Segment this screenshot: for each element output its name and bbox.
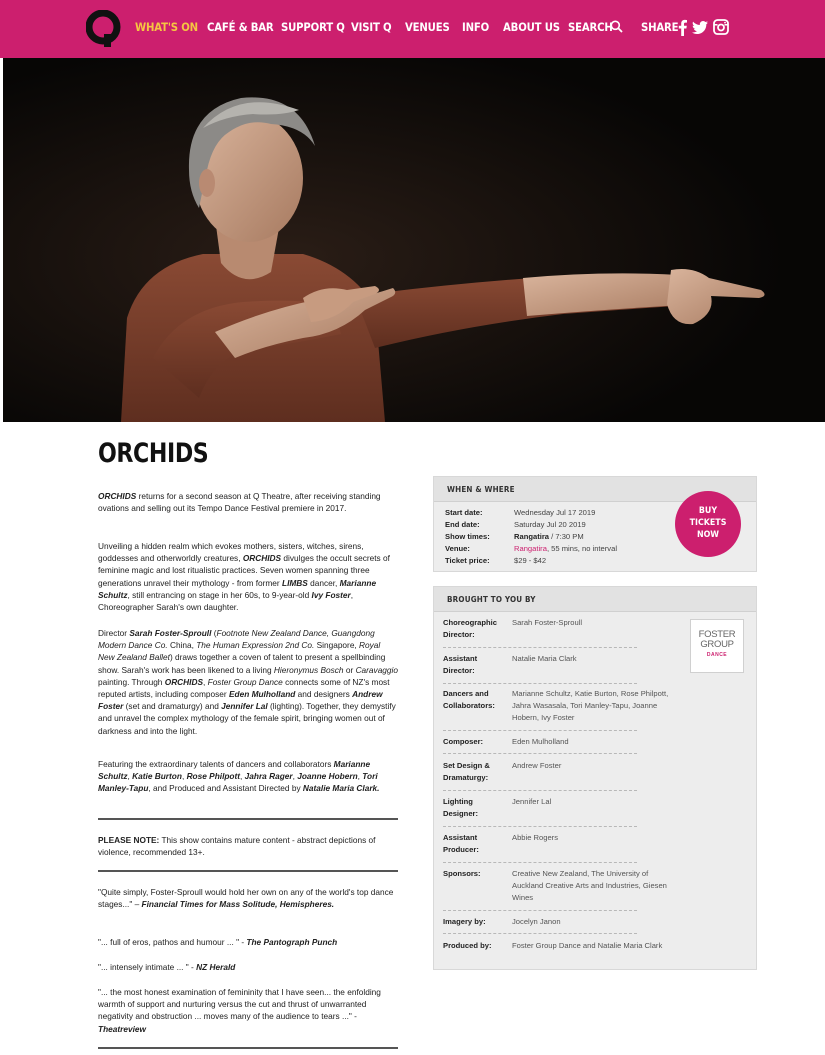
credit-value: Abbie Rogers <box>512 833 559 842</box>
text-run: Unveiling a hidden realm which evokes mothers, sisters, witches, sirens, goddesses and otherworldly creatures, <box>98 541 364 564</box>
divider <box>443 683 637 684</box>
credit-label: Set Design & Dramaturgy: <box>443 761 490 782</box>
content-warning <box>98 834 398 858</box>
emphasis-text: LIMBS <box>282 577 308 588</box>
text-run: (lighting). Together, they demystify and unravel the complex mythology of the female spirit, bringing women out of darkness and into the light. <box>98 701 396 736</box>
text-run: Director <box>98 628 130 638</box>
hero-image <box>3 58 825 422</box>
divider <box>98 1047 398 1049</box>
review-quote <box>98 886 398 910</box>
emphasis-text: Tori Manley-Tapu <box>98 771 378 794</box>
emphasis-text: ORCHIDS <box>98 491 137 501</box>
emphasis-text: Katie Burton <box>132 771 182 782</box>
nav-share[interactable]: SHARE <box>641 20 679 34</box>
review-quote <box>98 936 398 948</box>
show-times-label: Show times: <box>445 532 490 541</box>
emphasis-text: NZ Herald <box>196 962 236 972</box>
emphasis-text: Financial Times for Mass Solitude, Hemispheres. <box>141 899 335 910</box>
nav-cafe-bar[interactable]: CAFÉ & BAR <box>207 20 274 34</box>
top-nav <box>0 0 825 58</box>
q-logo[interactable] <box>86 10 122 48</box>
text-run: connects some of NZ's most reputed artists, including composer <box>98 676 390 700</box>
show-times-value: Rangatira / 7:30 PM <box>514 532 584 541</box>
credit-value: Eden Mulholland <box>512 737 569 746</box>
emphasis-text: The Pantograph Punch <box>246 937 338 947</box>
text-run: dancer, <box>307 577 340 588</box>
emphasis-text: Footnote New Zealand Dance, Guangdong Modern Dance Co. <box>98 628 375 651</box>
nav-search[interactable]: SEARCH <box>568 20 613 34</box>
search-icon[interactable] <box>610 20 623 38</box>
when-where-panel <box>433 476 757 572</box>
credit-value: Marianne Schultz, Katie Burton, Rose Philpott, Jahra Wasasala, Tori Manley-Tapu, Joanne Hobern, Ivy Foster <box>512 689 669 722</box>
divider <box>443 826 637 827</box>
divider <box>443 790 637 791</box>
emphasis-text: Rose Philpott <box>186 771 241 782</box>
buy-tickets-button[interactable]: BUY TICKETS NOW <box>675 491 741 557</box>
emphasis-text: Sarah Foster-Sproull <box>129 628 212 638</box>
nav-support-q[interactable]: SUPPORT Q <box>281 20 345 34</box>
emphasis-text: Eden Mulholland <box>228 689 296 700</box>
text-run: "Quite simply, Foster-Sproull would hold her own on any of the world's top dance stages..." – <box>98 887 394 910</box>
text-run: and designers <box>295 689 353 700</box>
divider <box>443 647 637 648</box>
divider <box>443 753 637 754</box>
divider <box>443 862 637 863</box>
text-run: , <box>240 771 245 782</box>
divider <box>443 910 637 911</box>
twitter-icon[interactable] <box>692 21 708 39</box>
text-run: (set and dramaturgy) and <box>123 701 222 712</box>
text-run: , Choreographer Sarah's own daughter. <box>98 589 354 613</box>
venue-label: Venue: <box>445 544 470 553</box>
text-run: , <box>181 771 187 782</box>
credit-value: Jennifer Lal <box>512 797 552 806</box>
divider <box>98 818 398 820</box>
ticket-price-value: $29 - $42 <box>514 556 547 565</box>
emphasis-text: Marianne Schultz <box>98 759 371 782</box>
start-date-label: Start date: <box>445 508 483 517</box>
panel-heading: BROUGHT TO YOU BY <box>434 587 756 612</box>
text-run: "... intensely intimate ... " - <box>98 962 197 972</box>
end-date-label: End date: <box>445 520 480 529</box>
text-run: This show contains mature content - abstract depictions of violence, recommended 13+. <box>98 835 376 858</box>
page-title: ORCHIDS <box>98 438 209 469</box>
text-run: "... full of eros, pathos and humour ... " - <box>98 937 247 947</box>
credit-label: Sponsors: <box>443 869 481 878</box>
credit-value: Andrew Foster <box>512 761 562 770</box>
nav-info[interactable]: INFO <box>462 20 490 34</box>
director-paragraph <box>98 627 398 737</box>
emphasis-text: Joanne Hobern <box>297 771 358 782</box>
credit-label: Assistant Producer: <box>443 833 479 854</box>
text-run: , still entrancing on stage in her 60s, to 9-year-old <box>127 589 312 600</box>
facebook-icon[interactable] <box>678 19 687 41</box>
text-run: China, <box>167 640 197 651</box>
intro-paragraph <box>98 490 398 514</box>
credit-label: Lighting Designer: <box>443 797 479 818</box>
text-run: , <box>292 771 298 782</box>
emphasis-text: Jennifer Lal <box>221 701 268 712</box>
text-run: Singapore, <box>314 640 360 651</box>
instagram-icon[interactable] <box>713 19 729 40</box>
text-run: returns for a second season at Q Theatre, after receiving standing ovations and selling out its Tempo Dance Festival premiere in 2017. <box>98 491 381 514</box>
nav-visit-q[interactable]: VISIT Q <box>351 20 392 34</box>
text-run: , <box>127 771 133 782</box>
foster-group-dance-logo: FOSTER GROUP DANCE <box>690 619 744 673</box>
emphasis-text: Marianne Schultz <box>98 577 377 600</box>
emphasis-text: The Human Expression 2nd Co. <box>196 640 315 651</box>
nav-venues[interactable]: VENUES <box>405 20 450 34</box>
review-quote <box>98 986 398 1035</box>
emphasis-text: Natalie Maria Clark. <box>302 783 380 794</box>
emphasis-text: ORCHIDS <box>164 676 203 687</box>
nav-whats-on[interactable]: WHAT'S ON <box>135 20 198 34</box>
venue-link[interactable]: Rangatira <box>514 544 547 553</box>
credit-label: Dancers and Collaborators: <box>443 689 495 710</box>
nav-about-us[interactable]: ABOUT US <box>503 20 560 34</box>
credit-value: Creative New Zealand, The University of Auckland Creative Arts and Industries, Giesen Wines <box>512 869 667 902</box>
text-run: painting. Through <box>98 676 165 687</box>
text-run: divulges the occult secrets of feminine magic and lost ritualistic practices. Seven women spanning three generations unravel their mythology - from former <box>98 553 390 588</box>
panel-heading: WHEN & WHERE <box>434 477 756 502</box>
start-date-value: Wednesday Jul 17 2019 <box>514 508 596 517</box>
emphasis-text: Royal New Zealand Ballet <box>98 640 381 663</box>
emphasis-text: PLEASE NOTE: <box>98 835 160 845</box>
credit-label: Choreographic Director: <box>443 618 498 639</box>
text-run: or <box>343 664 356 675</box>
emphasis-text: Hieronymus Bosch <box>273 664 344 675</box>
credit-label: Composer: <box>443 737 484 746</box>
emphasis-text: Foster Group Dance <box>207 676 283 687</box>
text-run: "... the most honest examination of femininity that I have seen... the enfolding warmth of support and nurturing versus the cut and thrust of unwarranted negativity and obstruction ... moves many of the audience to tears ..." - <box>98 987 381 1022</box>
text-run: Featuring the extraordinary talents of dancers and collaborators <box>98 759 334 769</box>
description-paragraph <box>98 540 398 613</box>
credits-panel <box>433 586 757 970</box>
end-date-value: Saturday Jul 20 2019 <box>514 520 586 529</box>
text-run: ( <box>211 628 217 638</box>
emphasis-text: ORCHIDS <box>242 553 282 564</box>
divider <box>443 933 637 934</box>
credit-value: Sarah Foster-Sproull <box>512 618 583 627</box>
emphasis-text: Jahra Rager <box>244 771 293 782</box>
emphasis-text: Caravaggio <box>355 664 398 675</box>
cast-paragraph <box>98 758 398 795</box>
emphasis-text: Andrew Foster <box>98 689 383 712</box>
text-run: , <box>203 676 208 687</box>
text-run: , <box>357 771 363 782</box>
credit-label: Imagery by: <box>443 917 486 926</box>
credit-label: Assistant Director: <box>443 654 478 675</box>
divider <box>98 870 398 872</box>
venue-value: Rangatira, 55 mins, no interval <box>514 544 618 553</box>
credit-value: Jocelyn Janon <box>512 917 561 926</box>
review-quote <box>98 961 398 973</box>
emphasis-text: Ivy Foster <box>311 589 351 600</box>
emphasis-text: Theatreview <box>98 1023 146 1034</box>
text-run: , and Produced and Assistant Directed by <box>148 783 303 794</box>
credit-label: Produced by: <box>443 941 492 950</box>
ticket-price-label: Ticket price: <box>445 556 490 565</box>
divider <box>443 730 637 731</box>
text-run: ) draws together a coven of talent to present a spellbinding show. Sarah's work has been likened to a living <box>98 652 386 675</box>
credit-value: Natalie Maria Clark <box>512 654 577 663</box>
credit-value: Foster Group Dance and Natalie Maria Clark <box>512 941 663 950</box>
